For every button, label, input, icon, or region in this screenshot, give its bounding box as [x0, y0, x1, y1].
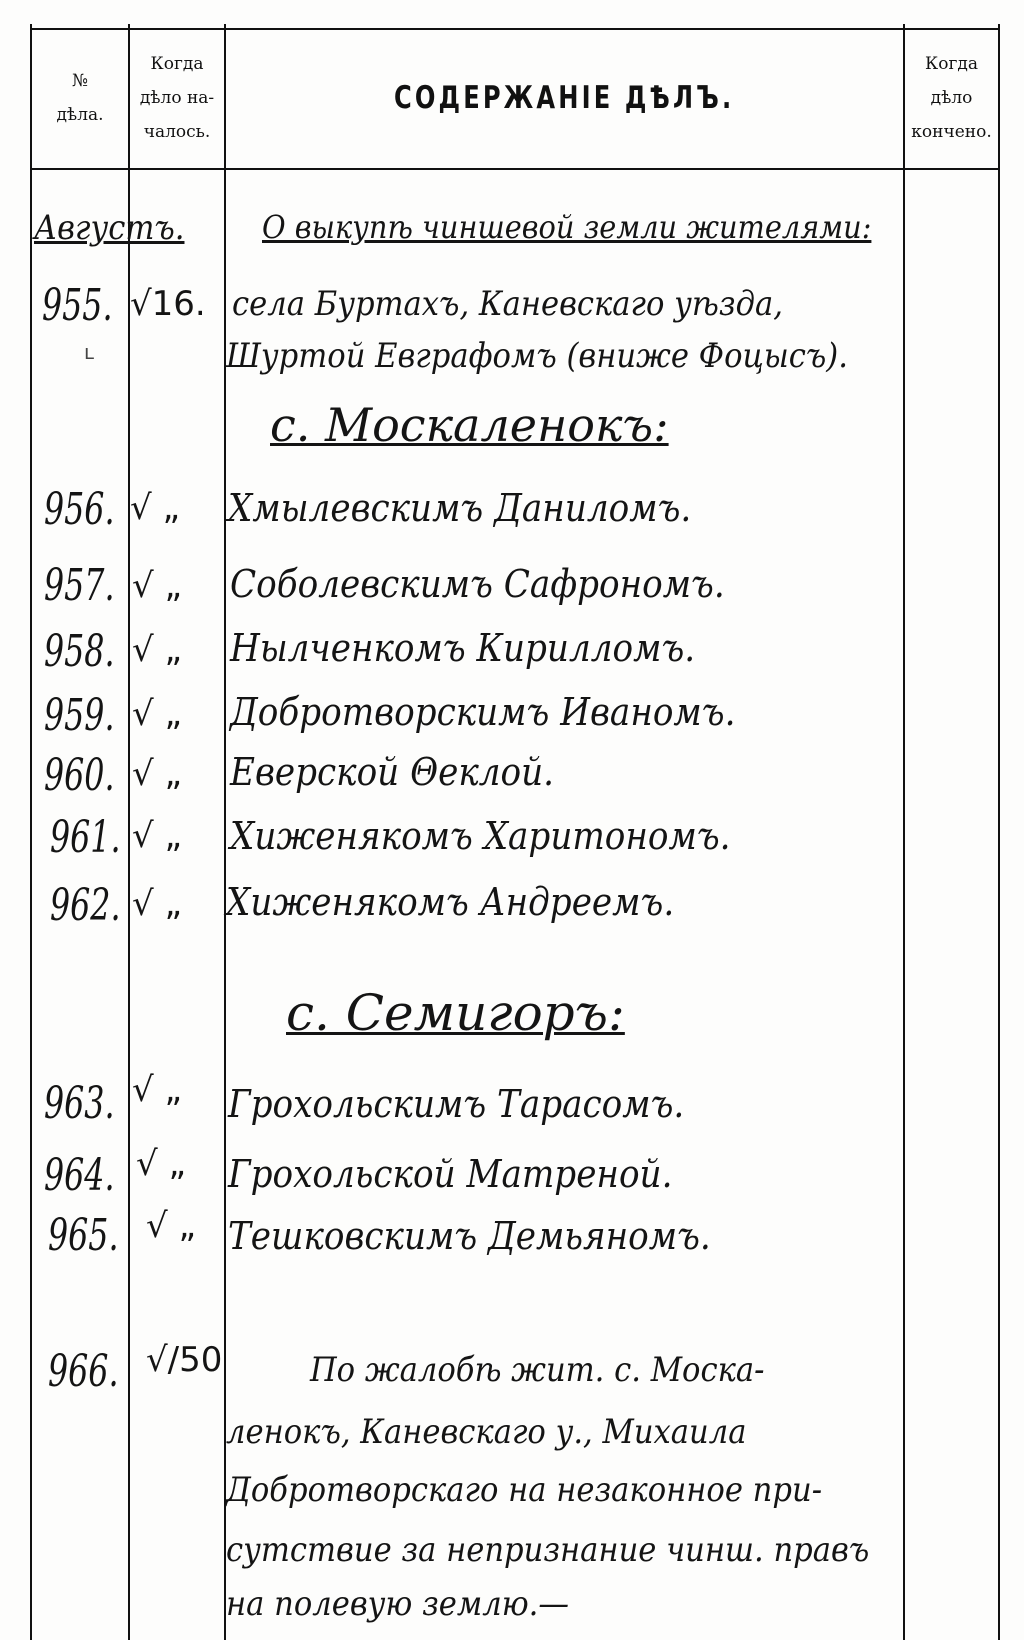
header-end-date: Когда дѣло кончено. — [911, 54, 992, 142]
entry-text-965: Тешковскимъ Демьяномъ. — [228, 1214, 711, 1258]
village-heading-semigor: с. Семигоръ: — [286, 984, 625, 1042]
topic-heading: О выкупѣ чиншевой земли жителями: — [262, 208, 872, 246]
start-mark-961: √ „ — [132, 816, 183, 856]
case-number-957: 957. — [44, 560, 115, 611]
start-mark-964: √ „ — [136, 1144, 187, 1184]
entry-text-961: Хиженякомъ Харитономъ. — [230, 814, 731, 858]
start-mark-966: √/50 — [146, 1340, 223, 1380]
entry-text-962: Хиженякомъ Андреемъ. — [226, 880, 675, 924]
entry-text-966-line4: сутствие за непризнание чинш. правъ — [226, 1530, 870, 1570]
start-mark-957: √ „ — [132, 566, 183, 606]
entry-text-966-line1: По жалобѣ жит. с. Моска- — [310, 1350, 765, 1390]
entry-text-963: Грохольскимъ Тарасомъ. — [228, 1082, 685, 1126]
start-mark-965: √ „ — [146, 1206, 197, 1246]
case-number-955: 955. — [42, 280, 113, 331]
entry-text-966-line2: ленокъ, Каневскаго у., Михаила — [226, 1412, 747, 1452]
entry-text-956: Хмылевскимъ Даниломъ. — [228, 486, 692, 530]
page-title: СОДЕРЖАНIЕ ДѢЛЪ. — [394, 80, 735, 116]
entry-text-966-line3: Добротворскаго на незаконное при- — [226, 1470, 823, 1510]
start-col-rule — [224, 24, 226, 1640]
entry-text-955-line2: Шуртой Евграфомъ (вниже Фоцысъ). — [226, 336, 848, 376]
case-number-958: 958. — [44, 626, 115, 677]
start-date-955: √16. — [130, 284, 206, 324]
start-mark-959: √ „ — [132, 694, 183, 734]
entry-text-959: Добротворскимъ Иваномъ. — [230, 690, 736, 734]
case-number-959: 959. — [44, 690, 115, 741]
entry-text-957: Соболевскимъ Сафрономъ. — [230, 562, 725, 606]
case-number-956: 956. — [44, 484, 115, 535]
entry-text-960: Еверской Θеклой. — [230, 750, 555, 794]
case-number-961: 961. — [50, 812, 121, 863]
entry-text-964: Грохольской Матреной. — [228, 1152, 673, 1196]
num-col-rule — [128, 24, 130, 1640]
case-number-960: 960. — [44, 750, 115, 801]
entry-text-966-line5: на полевую землю.— — [226, 1584, 569, 1624]
header-start-date: Когда дѣло на- чалось. — [139, 54, 215, 142]
start-mark-958: √ „ — [132, 630, 183, 670]
header-case-number: № дѣла. — [56, 71, 104, 125]
header-rule — [30, 168, 1000, 170]
village-heading-moskalenok: с. Москаленокъ: — [270, 398, 669, 452]
left-rule — [30, 24, 32, 1640]
start-mark-960: √ „ — [132, 754, 183, 794]
case-number-962: 962. — [50, 880, 121, 931]
check-tick: ʟ — [84, 340, 95, 364]
right-rule — [998, 24, 1000, 1640]
entry-text-955-line1: села Буртахъ, Каневскаго уѣзда, — [232, 284, 783, 324]
month-label: Августъ. — [34, 208, 185, 248]
case-number-966: 966. — [48, 1346, 119, 1397]
case-number-963: 963. — [44, 1078, 115, 1129]
entry-text-958: Нылченкомъ Кирилломъ. — [230, 626, 696, 670]
case-number-964: 964. — [44, 1150, 115, 1201]
start-mark-963: √ „ — [132, 1070, 183, 1110]
case-number-965: 965. — [48, 1210, 119, 1261]
start-mark-956: √ „ — [130, 488, 181, 528]
content-col-rule — [903, 24, 905, 1640]
header-title-cell — [226, 30, 903, 166]
start-mark-962: √ „ — [132, 884, 183, 924]
